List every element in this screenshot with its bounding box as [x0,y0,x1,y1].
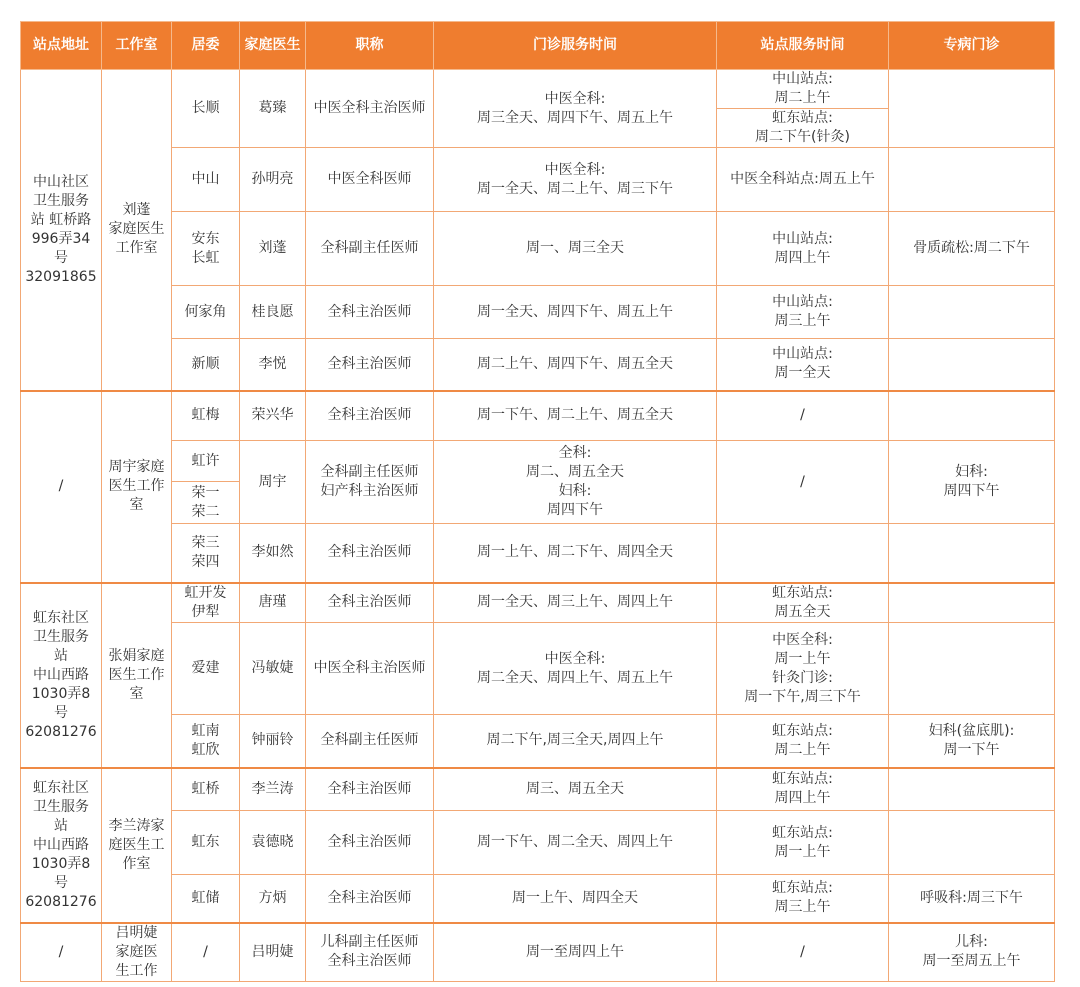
header-title: 职称 [306,22,434,70]
title-cell: 中医全科主治医师 [306,623,434,715]
doctor-cell: 唐瑾 [240,583,306,623]
header-special-clinic: 专病门诊 [889,22,1055,70]
clinic-time-cell: 全科: 周二、周五全天 妇科: 周四下午 [434,441,717,524]
table-row [21,583,1055,623]
clinic-time-cell: 周一下午、周二全天、周四上午 [434,811,717,875]
clinic-time-cell: 周二下午,周三全天,周四上午 [434,715,717,768]
header-row [21,22,1055,70]
special-clinic-cell [889,623,1055,715]
header-site: 站点地址 [21,22,102,70]
studio-cell: 吕明婕 家庭医 生工作 [102,923,172,982]
header-clinic-time: 门诊服务时间 [434,22,717,70]
title-cell: 全科主治医师 [306,768,434,811]
committee-cell: 荣三 荣四 [172,524,240,583]
special-clinic-cell: 妇科: 周四下午 [889,441,1055,524]
table-row [21,875,1055,923]
site-address-cell: / [21,391,102,583]
committee-cell: / [172,923,240,982]
committee-cell: 新顺 [172,339,240,391]
committee-cell: 长顺 [172,70,240,148]
table-row [21,715,1055,768]
clinic-time-cell: 中医全科: 周一全天、周二上午、周三下午 [434,148,717,212]
clinic-time-cell: 周一全天、周四下午、周五上午 [434,286,717,339]
title-cell: 中医全科医师 [306,148,434,212]
table-row [21,148,1055,212]
clinic-time-cell: 周一上午、周四全天 [434,875,717,923]
committee-cell: 虹东 [172,811,240,875]
special-clinic-cell [889,583,1055,623]
header-station-time: 站点服务时间 [717,22,889,70]
station-time-cell: 中医全科站点:周五上午 [717,148,889,212]
clinic-time-cell: 周一、周三全天 [434,212,717,286]
table-row [21,339,1055,391]
clinic-time-cell: 中医全科: 周二全天、周四上午、周五上午 [434,623,717,715]
clinic-time-cell: 周二上午、周四下午、周五全天 [434,339,717,391]
doctor-cell: 李如然 [240,524,306,583]
header-doctor: 家庭医生 [240,22,306,70]
station-time-cell [717,524,889,583]
station-time-cell: 虹东站点: 周一上午 [717,811,889,875]
table-row [21,623,1055,715]
clinic-time-cell: 周一全天、周三上午、周四上午 [434,583,717,623]
doctor-cell: 吕明婕 [240,923,306,982]
studio-cell: 李兰涛家 庭医生工 作室 [102,768,172,923]
header-studio: 工作室 [102,22,172,70]
clinic-time-cell: 周一上午、周二下午、周四全天 [434,524,717,583]
station-time-cell: 中医全科: 周一上午 针灸门诊: 周一下午,周三下午 [717,623,889,715]
clinic-time-cell: 中医全科: 周三全天、周四下午、周五上午 [434,70,717,148]
clinic-time-cell: 周一至周四上午 [434,923,717,982]
title-cell: 儿科副主任医师 全科主治医师 [306,923,434,982]
title-cell: 全科主治医师 [306,583,434,623]
title-cell: 全科主治医师 [306,524,434,583]
special-clinic-cell [889,286,1055,339]
committee-cell: 安东 长虹 [172,212,240,286]
committee-cell: 何家角 [172,286,240,339]
special-clinic-cell [889,524,1055,583]
header-committee: 居委 [172,22,240,70]
site-address-cell: 虹东社区 卫生服务 站 中山西路 1030弄8 号 62081276 [21,583,102,768]
doctor-cell: 李兰涛 [240,768,306,811]
doctor-cell: 钟丽铃 [240,715,306,768]
special-clinic-cell [889,70,1055,148]
committee-cell: 虹许 [172,441,240,482]
table-row [21,524,1055,583]
clinic-time-cell: 周三、周五全天 [434,768,717,811]
committee-cell: 虹开发 伊犁 [172,583,240,623]
doctor-cell: 葛臻 [240,70,306,148]
station-time-cell: / [717,391,889,441]
doctor-cell: 刘蓬 [240,212,306,286]
site-address-cell: 虹东社区 卫生服务 站 中山西路 1030弄8 号 62081276 [21,768,102,923]
doctor-cell: 桂良愿 [240,286,306,339]
committee-cell: 虹南 虹欣 [172,715,240,768]
station-time-cell: 虹东站点: 周二上午 [717,715,889,768]
table-row [21,70,1055,109]
station-time-cell: 虹东站点: 周二下午(针灸) [717,109,889,148]
table-row [21,286,1055,339]
studio-cell: 周宇家庭 医生工作 室 [102,391,172,583]
doctor-cell: 李悦 [240,339,306,391]
title-cell: 全科主治医师 [306,339,434,391]
station-time-cell: 中山站点: 周二上午 [717,70,889,109]
station-time-cell: 虹东站点: 周五全天 [717,583,889,623]
special-clinic-cell [889,339,1055,391]
special-clinic-cell: 妇科(盆底肌): 周一下午 [889,715,1055,768]
studio-cell: 张娟家庭 医生工作 室 [102,583,172,768]
station-time-cell: 中山站点: 周三上午 [717,286,889,339]
doctor-cell: 冯敏婕 [240,623,306,715]
committee-cell: 虹梅 [172,391,240,441]
committee-cell: 爱建 [172,623,240,715]
title-cell: 中医全科主治医师 [306,70,434,148]
table-row [21,923,1055,982]
special-clinic-cell [889,811,1055,875]
station-time-cell: 中山站点: 周四上午 [717,212,889,286]
title-cell: 全科副主任医师 [306,212,434,286]
station-time-cell: / [717,441,889,524]
doctor-cell: 周宇 [240,441,306,524]
special-clinic-cell: 呼吸科:周三下午 [889,875,1055,923]
doctor-cell: 方炳 [240,875,306,923]
title-cell: 全科副主任医师 妇产科主治医师 [306,441,434,524]
table-row [21,212,1055,286]
title-cell: 全科主治医师 [306,875,434,923]
special-clinic-cell: 儿科: 周一至周五上午 [889,923,1055,982]
station-time-cell: 虹东站点: 周四上午 [717,768,889,811]
committee-cell: 荣一 荣二 [172,482,240,524]
schedule-table-container [20,21,1054,979]
station-time-cell: / [717,923,889,982]
doctor-cell: 荣兴华 [240,391,306,441]
table-row [21,768,1055,811]
table-row [21,391,1055,441]
title-cell: 全科副主任医师 [306,715,434,768]
station-time-cell: 虹东站点: 周三上午 [717,875,889,923]
table-row [21,441,1055,482]
committee-cell: 虹桥 [172,768,240,811]
doctor-cell: 袁德晓 [240,811,306,875]
special-clinic-cell [889,391,1055,441]
title-cell: 全科主治医师 [306,811,434,875]
special-clinic-cell: 骨质疏松:周二下午 [889,212,1055,286]
site-address-cell: 中山社区 卫生服务 站 虹桥路 996弄34 号 32091865 [21,70,102,391]
station-time-cell: 中山站点: 周一全天 [717,339,889,391]
doctor-cell: 孙明亮 [240,148,306,212]
clinic-time-cell: 周一下午、周二上午、周五全天 [434,391,717,441]
family-doctor-schedule-table [20,21,1055,982]
title-cell: 全科主治医师 [306,286,434,339]
committee-cell: 中山 [172,148,240,212]
special-clinic-cell [889,148,1055,212]
committee-cell: 虹储 [172,875,240,923]
studio-cell: 刘蓬 家庭医生 工作室 [102,70,172,391]
table-row [21,811,1055,875]
site-address-cell: / [21,923,102,982]
special-clinic-cell [889,768,1055,811]
title-cell: 全科主治医师 [306,391,434,441]
